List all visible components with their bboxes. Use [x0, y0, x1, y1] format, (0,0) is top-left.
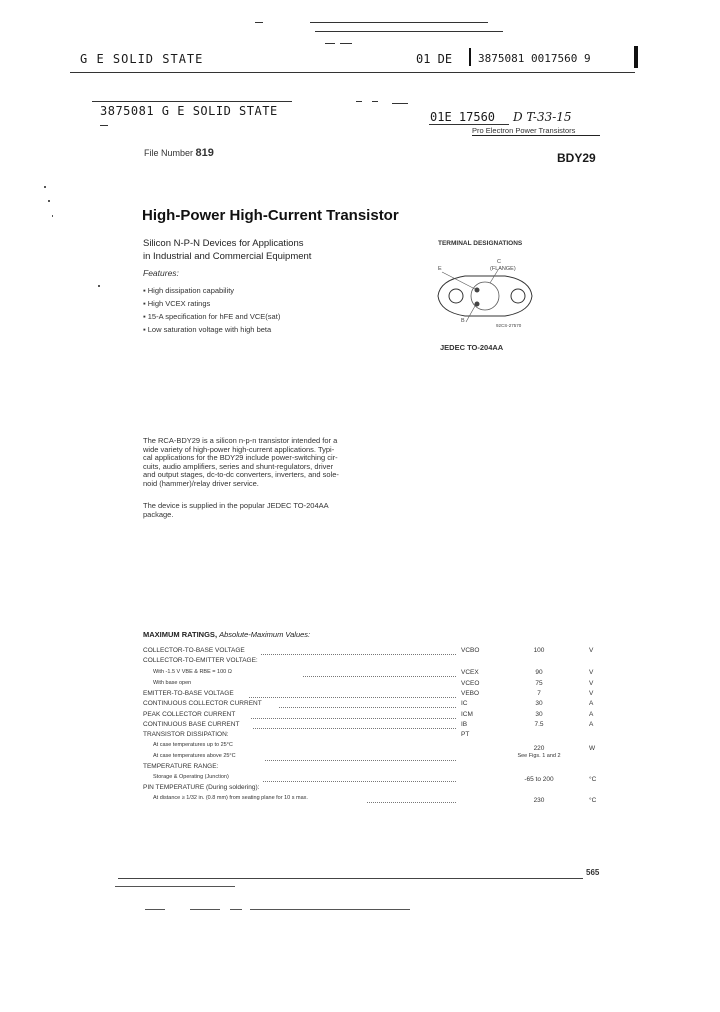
- scan-rule: [70, 72, 635, 73]
- rating-row: [143, 721, 603, 731]
- ratings-heading: [143, 630, 310, 639]
- file-number: 819: [195, 147, 214, 159]
- rating-unit: W: [589, 745, 596, 752]
- ratings-heading-italic: Absolute-Maximum Values:: [219, 630, 311, 639]
- rating-value: See Figs. 1 and 2: [517, 753, 561, 759]
- feature-text: High VCEX ratings: [147, 299, 211, 308]
- category-label: Pro Electron Power Transistors: [472, 126, 576, 135]
- scan-rule: [356, 101, 362, 102]
- rating-value: 220: [533, 745, 545, 752]
- scan-speck: [98, 285, 100, 287]
- feature-text: High dissipation capability: [147, 286, 235, 295]
- leader-dots: [263, 781, 456, 782]
- rating-symbol: VCEX: [461, 669, 479, 676]
- scan-mark: [634, 46, 638, 68]
- scan-speck: [44, 186, 46, 188]
- scan-rule: [190, 909, 220, 910]
- description-line: and output stages, dc-to-dc converters, inverters, and sole-: [143, 470, 339, 480]
- rating-value: -65 to 200: [524, 776, 554, 783]
- page-number: 565: [586, 868, 600, 877]
- rating-label: At case temperatures above 25°C: [153, 753, 236, 759]
- scan-rule: [429, 124, 509, 125]
- ratings-heading-text: MAXIMUM RATINGS,: [143, 630, 218, 639]
- handwritten-code: D T-33-15: [513, 110, 572, 124]
- rating-value: 30: [535, 700, 543, 707]
- scan-rule: [92, 101, 292, 102]
- rating-label: PEAK COLLECTOR CURRENT: [143, 711, 236, 718]
- description-para-1: [143, 437, 339, 489]
- terminal-label-c: C: [497, 259, 501, 265]
- leader-dots: [367, 802, 456, 803]
- feature-item: ▪ High dissipation capability: [143, 286, 235, 295]
- file-number-label: [144, 147, 214, 159]
- rating-symbol: IC: [461, 700, 468, 707]
- leader-dots: [261, 654, 456, 655]
- terminal-heading: TERMINAL DESIGNATIONS: [438, 240, 523, 247]
- rating-row: [143, 774, 603, 784]
- feature-item: ▪ Low saturation voltage with high beta: [143, 325, 272, 334]
- rating-unit: °C: [589, 797, 597, 804]
- rating-row: [143, 680, 603, 690]
- feature-item: ▪ High VCEX ratings: [143, 299, 211, 308]
- rating-row: [143, 763, 603, 773]
- rating-label: CONTINUOUS COLLECTOR CURRENT: [143, 700, 262, 707]
- rating-symbol: VEBO: [461, 690, 480, 697]
- terminal-label-b: B: [461, 318, 465, 324]
- rating-unit: °C: [589, 776, 597, 783]
- scan-speck: [48, 200, 50, 202]
- rating-row: [143, 784, 603, 794]
- rating-label: TEMPERATURE RANGE:: [143, 763, 219, 770]
- part-number: BDY29: [557, 151, 596, 165]
- rating-unit: A: [589, 721, 594, 728]
- rating-value: 30: [535, 711, 543, 718]
- rating-label: At case temperatures up to 25°C: [153, 742, 233, 748]
- subtitle-line-1: Silicon N-P-N Devices for Applications: [143, 238, 304, 249]
- rating-symbol: ICM: [461, 711, 473, 718]
- scan-rule: [340, 43, 352, 44]
- rating-symbol: PT: [461, 731, 470, 738]
- drawing-code: 92CS-27570: [496, 323, 522, 328]
- rating-value: 75: [535, 680, 543, 687]
- rating-unit: A: [589, 711, 594, 718]
- to204-package-diagram: [430, 258, 540, 338]
- rating-value: 100: [533, 647, 545, 654]
- rating-value: 7: [537, 690, 541, 697]
- feature-text: 15-A specification for hFE and VCE(sat): [147, 312, 281, 321]
- leader-dots: [249, 697, 456, 698]
- rating-row: [143, 690, 603, 700]
- scan-rule: [310, 22, 488, 23]
- rating-row: [143, 731, 603, 741]
- scan-rule: [372, 101, 378, 102]
- rating-value: 230: [533, 797, 545, 804]
- file-label: File Number: [144, 148, 194, 158]
- rating-label: PIN TEMPERATURE (During soldering):: [143, 784, 260, 791]
- leader-dots: [303, 676, 456, 677]
- footer-rule: [118, 878, 583, 879]
- rating-unit: V: [589, 647, 594, 654]
- subtitle-line-2: in Industrial and Commercial Equipment: [143, 251, 312, 262]
- feature-text: Low saturation voltage with high beta: [147, 325, 272, 334]
- rating-label: EMITTER-TO-BASE VOLTAGE: [143, 690, 234, 697]
- rating-value: 7.5: [534, 721, 544, 728]
- rating-symbol: VCBO: [461, 647, 480, 654]
- rating-label: With -1.5 V VBE & RBE = 100 Ω: [153, 669, 232, 675]
- rating-value: 90: [535, 669, 543, 676]
- features-heading: Features:: [143, 268, 179, 278]
- feature-item: ▪ 15-A specification for hFE and VCE(sat): [143, 312, 281, 321]
- rating-unit: V: [589, 680, 594, 687]
- scan-rule: [115, 886, 235, 887]
- rating-unit: V: [589, 690, 594, 697]
- scan-rule: [100, 125, 108, 126]
- description-line: The device is supplied in the popular JEDEC TO-204AA: [143, 501, 329, 510]
- scan-header2-right: 01E 17560: [430, 110, 496, 124]
- leader-dots: [251, 718, 456, 719]
- scan-mark: [469, 48, 471, 66]
- header-rule: [472, 135, 600, 136]
- description-line: wide variety of high-power high-current applications. Typi-: [143, 444, 335, 454]
- scan-header-right: 01 DE: [416, 52, 453, 66]
- rating-label: At distance ≥ 1/32 in. (0.8 mm) from seating plane for 10 s max.: [153, 795, 308, 801]
- leader-dots: [253, 728, 456, 729]
- terminal-label-e: E: [438, 266, 442, 272]
- rating-symbol: IB: [461, 721, 468, 728]
- rating-row: [143, 669, 603, 679]
- rating-label: CONTINUOUS BASE CURRENT: [143, 721, 240, 728]
- rating-label: COLLECTOR-TO-EMITTER VOLTAGE:: [143, 657, 258, 664]
- description-line: noid (hammer)/relay driver service.: [143, 478, 259, 488]
- leader-dots: [265, 760, 456, 761]
- rating-symbol: VCEO: [461, 680, 480, 687]
- rating-row: [143, 657, 603, 667]
- leader-dots: [279, 707, 456, 708]
- scan-rule: [230, 909, 242, 910]
- scan-header-left: G E SOLID STATE: [80, 52, 204, 66]
- description-line: The RCA-BDY29 is a silicon n-p-n transistor intended for a: [143, 436, 338, 445]
- rating-label: COLLECTOR-TO-BASE VOLTAGE: [143, 647, 245, 654]
- rating-row: [143, 711, 603, 721]
- scan-header-code: 3875081 0017560 9: [478, 52, 591, 65]
- terminal-label-flange: (FLANGE): [490, 266, 516, 272]
- scan-speck: [52, 215, 53, 217]
- scan-rule: [255, 22, 263, 23]
- rating-label: TRANSISTOR DISSIPATION:: [143, 731, 229, 738]
- rating-row: [143, 742, 603, 752]
- rating-row: [143, 753, 603, 763]
- rating-unit: A: [589, 700, 594, 707]
- scan-rule: [250, 909, 410, 910]
- description-line: package.: [143, 509, 174, 519]
- rating-row: [143, 647, 603, 657]
- package-name: JEDEC TO-204AA: [440, 343, 504, 352]
- description-line: cuits, audio amplifiers, series and shunt-regulators, driver: [143, 461, 334, 471]
- rating-label: With base open: [153, 680, 192, 686]
- description-line: cal applications for the BDY29 include power-switching cir-: [143, 453, 338, 463]
- rating-row: [143, 795, 603, 805]
- scan-rule: [315, 31, 503, 32]
- page-title: High-Power High-Current Transistor: [142, 207, 399, 224]
- scan-rule: [392, 103, 408, 104]
- scan-rule: [325, 43, 335, 44]
- scan-header2-left: 3875081 G E SOLID STATE: [100, 104, 278, 118]
- description-para-2: [143, 502, 329, 519]
- rating-label: Storage & Operating (Junction): [153, 774, 229, 780]
- rating-row: [143, 700, 603, 710]
- rating-unit: V: [589, 669, 594, 676]
- scan-rule: [145, 909, 165, 910]
